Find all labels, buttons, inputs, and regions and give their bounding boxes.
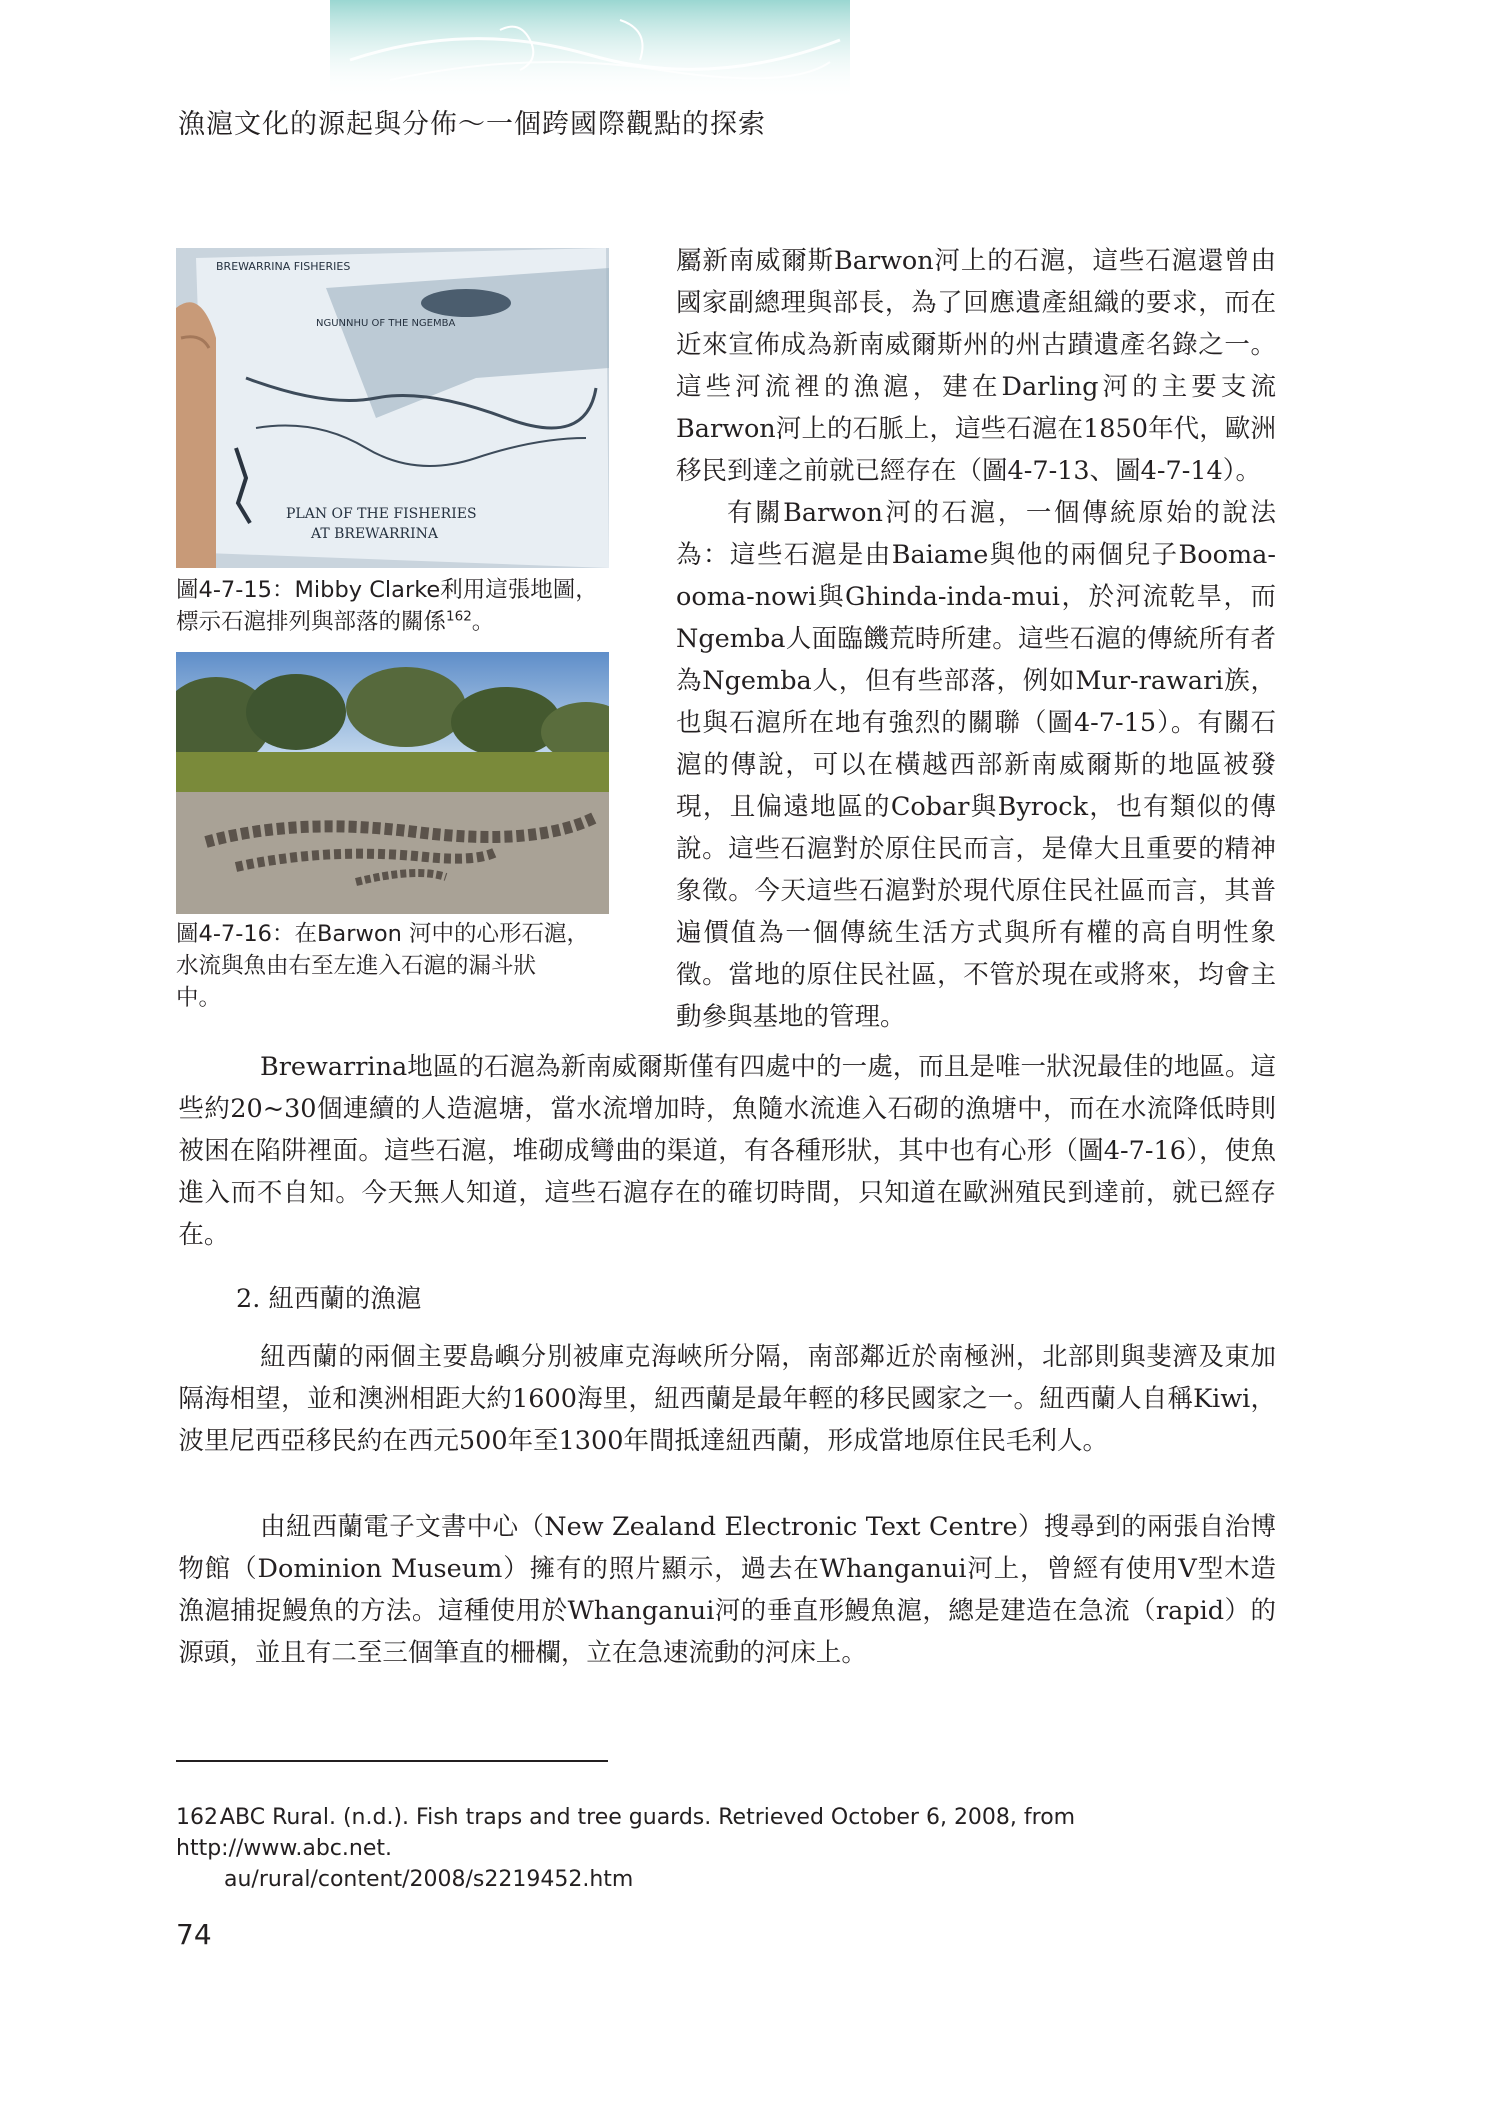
map-plan-line1: PLAN OF THE FISHERIES [286, 506, 477, 522]
footnote [176, 1802, 1286, 1895]
map-title: BREWARRINA FISHERIES [216, 260, 351, 273]
figure-river-photo [176, 652, 609, 914]
full-width-paragraph [178, 1506, 1276, 1674]
paragraph: 紐西蘭的兩個主要島嶼分別被庫克海峽所分隔，南部鄰近於南極洲，北部則與斐濟及東加隔海相望，並和澳洲相距大約1600海里，紐西蘭是最年輕的移民國家之一。紐西蘭人自稱Kiwi，波里尼西亞移民約在西元500年至1300年間抵達紐西蘭，形成當地原住民毛利人。 [178, 1342, 1276, 1456]
page-number: 74 [176, 1918, 212, 1951]
figure-map-photo [176, 248, 609, 568]
footnote-ref: 162 [446, 608, 472, 625]
caption-text: 標示石滬排列與部落的關係 [176, 609, 447, 635]
running-head: 漁滬文化的源起與分佈～一個跨國際觀點的探索 [178, 109, 766, 140]
footnote-line [176, 1802, 1286, 1864]
footnote-rule [176, 1760, 608, 1762]
paragraph: 由紐西蘭電子文書中心（New Zealand Electronic Text Centre）搜尋到的兩張自治博物館（Dominion Museum）擁有的照片顯示，過去在Whanganui河上，曾經有使用V型木造漁滬捕捉鰻魚的方法。這種使用於Whanganui河的垂直形鰻魚滬，總是建造在急流（rapid）的源頭，並且有二至三個筆直的柵欄，立在急速流動的河床上。 [178, 1512, 1276, 1668]
paragraph: 屬新南威爾斯Barwon河上的石滬，這些石滬還曾由國家副總理與部長，為了回應遺產組織的要求，而在近來宣佈成為新南威爾斯州的州古蹟遺產名錄之一。這些河流裡的漁滬，建在Darling河的主要支流Barwon河上的石脈上，這些石滬在1850年代，歐洲移民到達之前就已經存在（圖4-7-13、圖4-7-14）。 [676, 246, 1276, 486]
caption-line: 中。 [176, 985, 222, 1011]
footnote-number: 162. [176, 1805, 225, 1830]
full-width-paragraph [178, 1046, 1276, 1256]
caption-line: 水流與魚由右至左進入石滬的漏斗狀 [176, 953, 537, 979]
header-banner [330, 0, 850, 110]
map-plan-line2: AT BREWARRINA [311, 526, 438, 542]
map-legend-title: NGUNNHU OF THE NGEMBA [316, 318, 456, 329]
caption-line: 圖4-7-16：在Barwon 河中的心形石滬， [176, 921, 590, 947]
footnote-line: au/rural/content/2008/s2219452.htm [224, 1867, 634, 1892]
paragraph: Brewarrina地區的石滬為新南威爾斯僅有四處中的一處，而且是唯一狀況最佳的地區。這些約20~30個連續的人造滬塘，當水流增加時，魚隨水流進入石砌的漁塘中，而在水流降低時則被困在陷阱裡面。這些石滬，堆砌成彎曲的渠道，有各種形狀，其中也有心形（圖4-7-16），使魚進入而不自知。今天無人知道，這些石滬存在的確切時間，只知道在歐洲殖民到達前，就已經存在。 [178, 1052, 1276, 1250]
figure-caption-4-7-15 [176, 574, 621, 638]
figure-caption-4-7-16 [176, 918, 621, 1014]
full-width-paragraph [178, 1336, 1276, 1462]
caption-line: 圖4-7-15：Mibby Clarke利用這張地圖， [176, 577, 598, 603]
footnote-text: ABC Rural. (n.d.). Fish traps and tree guards. Retrieved October 6, 2008, from http://www.abc.net. [176, 1805, 1076, 1861]
caption-text: 。 [471, 609, 495, 635]
paragraph: 有關Barwon河的石滬，一個傳統原始的說法為：這些石滬是由Baiame與他的兩個兒子Booma-ooma-nowi與Ghinda-inda-mui，於河流乾旱，而Ngemba人面臨饑荒時所建。這些石滬的傳統所有者為Ngemba人，但有些部落，例如Mur-rawari族，也與石滬所在地有強烈的關聯（圖4-7-15）。有關石滬的傳說，可以在橫越西部新南威爾斯的地區被發現，且偏遠地區的Cobar與Byrock，也有類似的傳說。這些石滬對於原住民而言，是偉大且重要的精神象徵。今天這些石滬對於現代原住民社區而言，其普遍價值為一個傳統生活方式與所有權的高自明性象徵。當地的原住民社區，不管於現在或將來，均會主動參與基地的管理。 [676, 498, 1276, 1032]
section-heading: 2. 紐西蘭的漁滬 [236, 1284, 422, 1314]
right-column-text [676, 240, 1276, 1038]
caption-line [176, 606, 621, 638]
